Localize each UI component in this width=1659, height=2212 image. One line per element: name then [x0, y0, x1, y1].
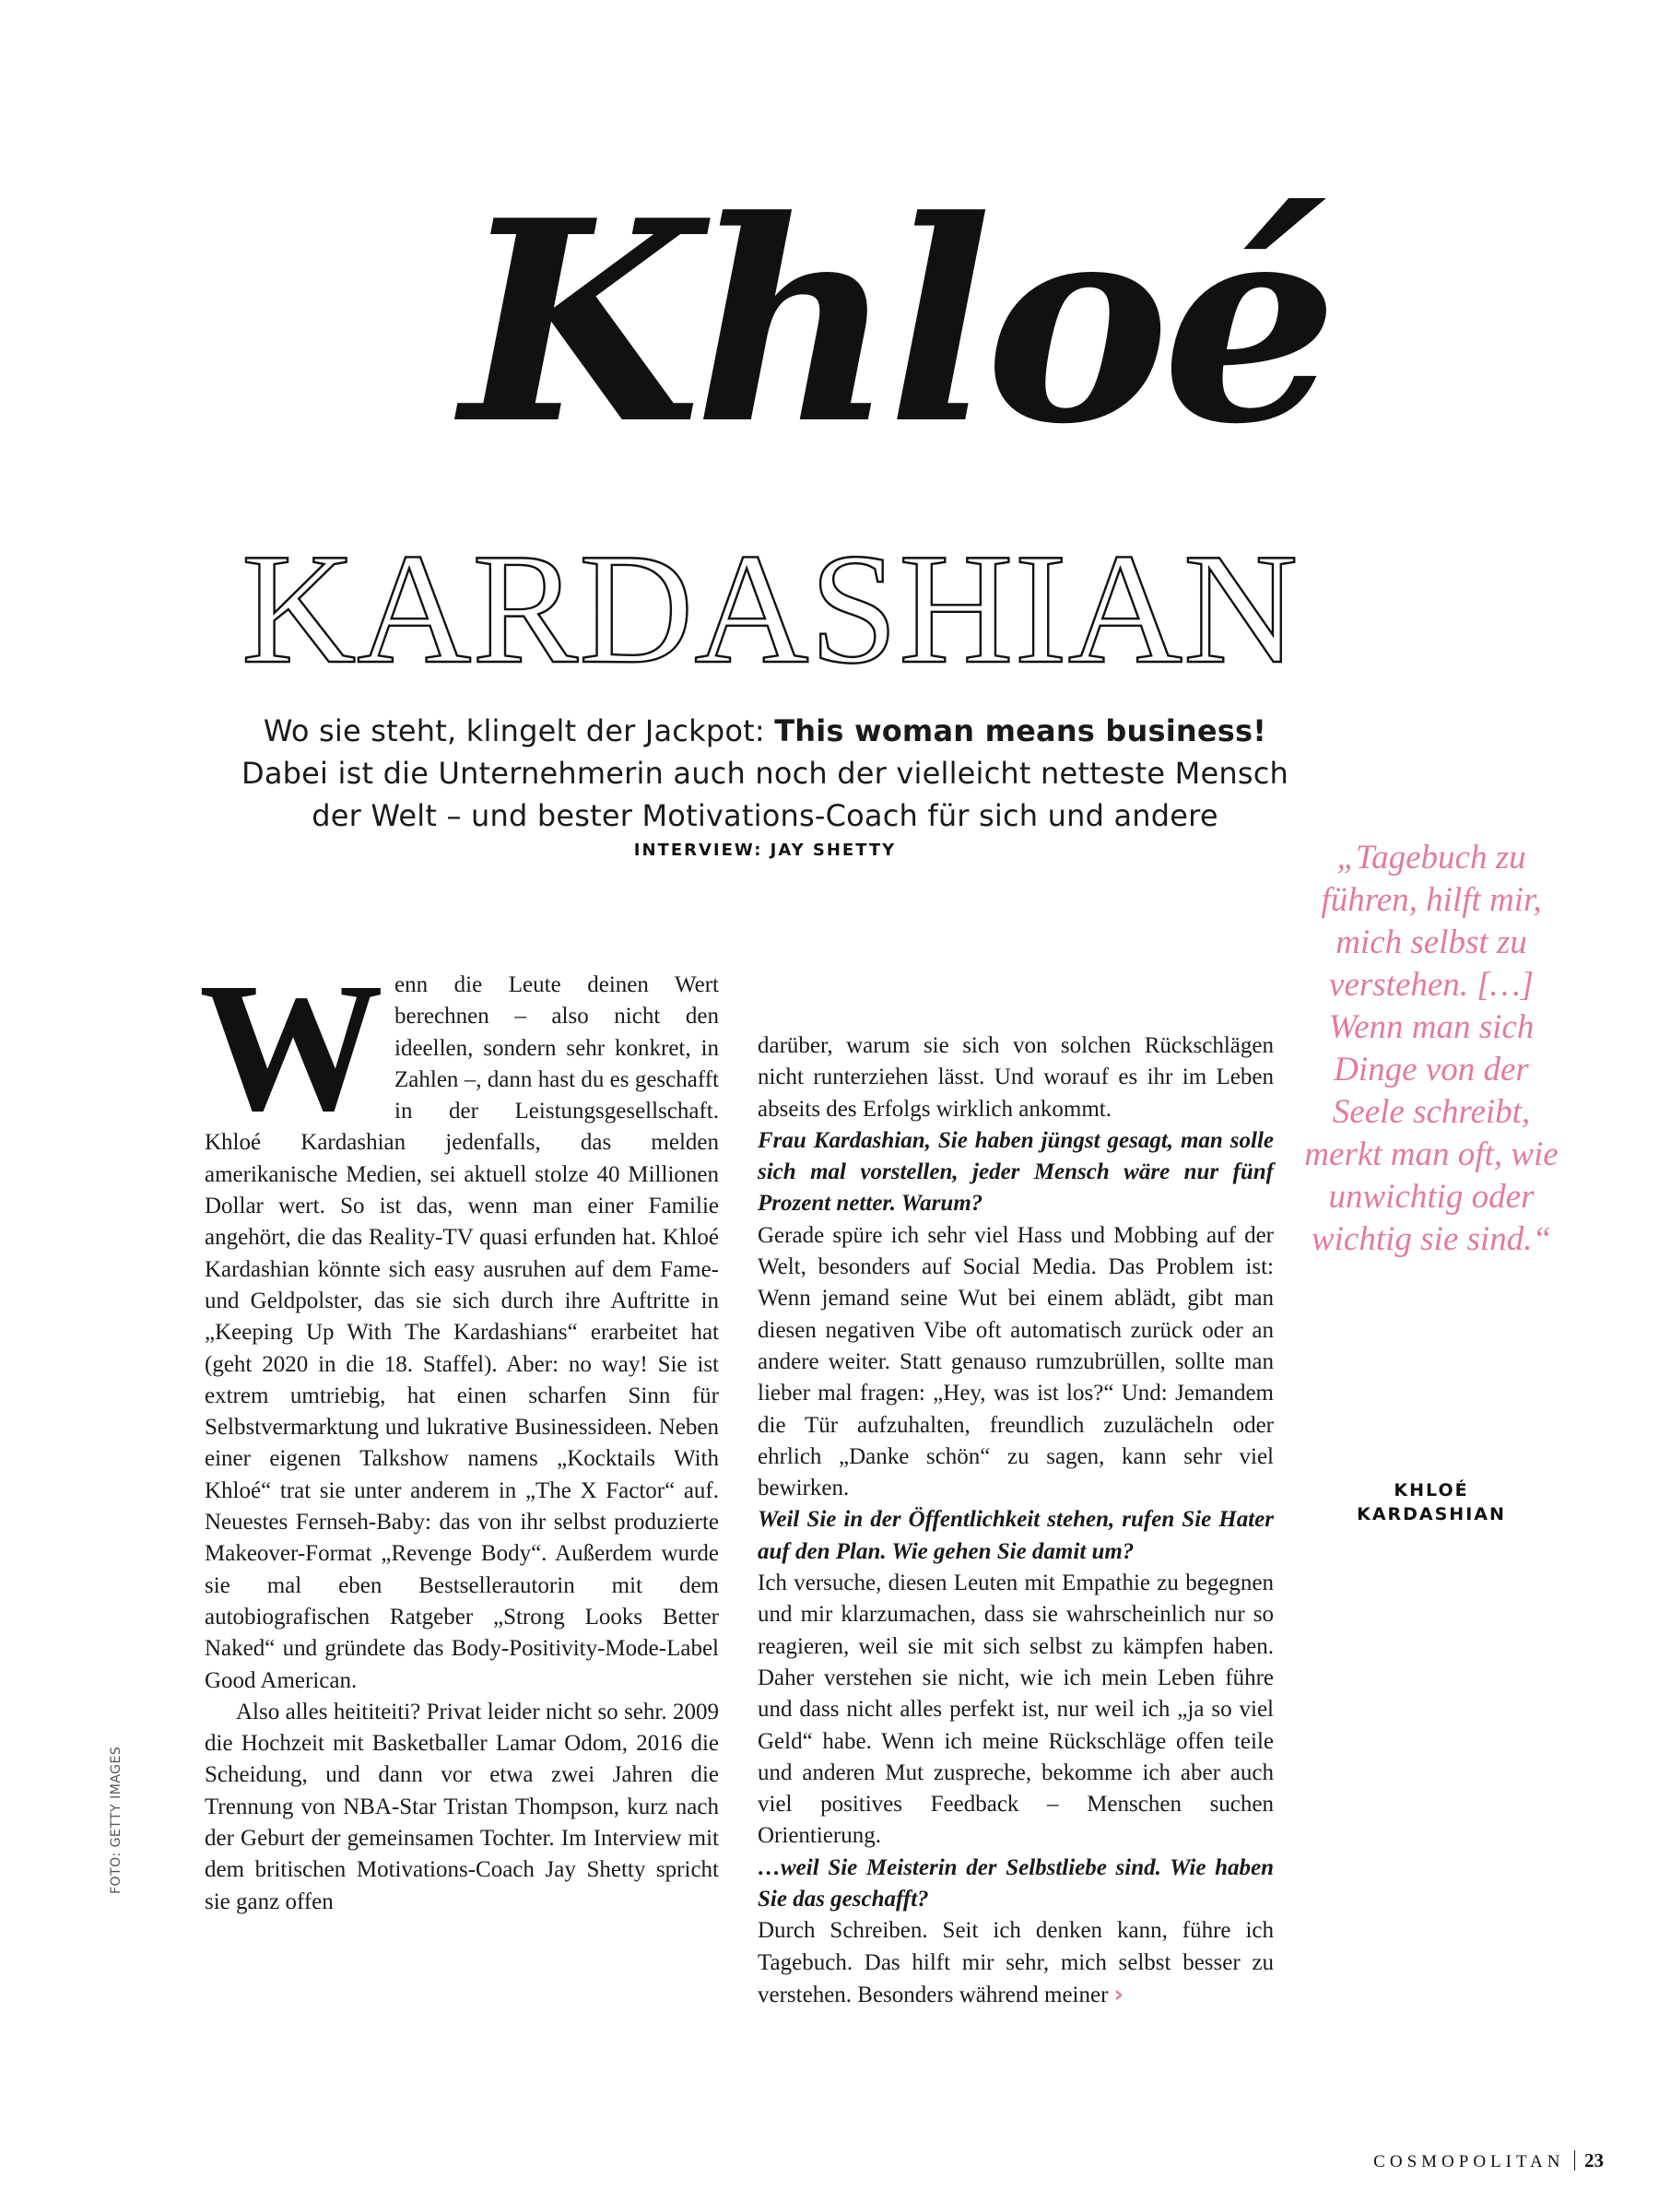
interview-answer-text: Durch Schreiben. Seit ich denken kann, führe ich Tagebuch. Das hilft mir sehr, mich selbst besser zu verstehen. Besonders während meiner	[758, 1918, 1274, 2007]
interview-answer: Gerade spüre ich sehr viel Hass und Mobbing auf der Welt, besonders auf Social Media. Das Problem ist: Wenn jemand seine Wut bei einem ablädt, gibt man diesen negativen Vibe oft automatisch zurück oder an andere weiter. Statt genauso rumzubrüllen, sollte man lieber mal fragen: „Hey, was ist los?“ Und: Jemandem die Tür aufzuhalten, freundlich zuzulächeln oder ehrlich „Danke schön“ zu sagen, kann sehr viel bewirken.	[758, 1222, 1274, 1501]
article-paragraph: Also alles heititeiti? Privat leider nicht so sehr. 2009 die Hochzeit mit Basketballer Lamar Odom, 2016 die Scheidung, und dann vor etwa zwei Jahren die Trennung von NBA-Star Tristan Thompson, kurz nach der Geburt der gemeinsamen Tochter. Im Interview mit dem britischen Motivations-Coach Jay Shetty spricht sie ganz offen	[205, 1699, 719, 1914]
magazine-name: COSMOPOLITAN	[1373, 2152, 1565, 2171]
attribution-first-name: KHLOÉ	[1394, 1480, 1469, 1500]
standfirst-emphasis: This woman means business!	[774, 713, 1267, 748]
interview-answer: Ich versuche, diesen Leuten mit Empathie zu begegnen und mir klarzumachen, dass sie wahrscheinlich nur so reagieren, weil sie mit sich selbst zu kämpfen haben. Daher verstehen sie nicht, wie ich mein Leben führe und dass nicht alles perfekt ist, nur weil ich „ja so viel Geld“ habe. Wenn ich meine Rückschläge offen teile und anderen Mut zuspreche, bekomme ich aber auch viel positives Feedback – Menschen suchen Orientierung.	[758, 1571, 1274, 1849]
interview-question: Weil Sie in der Öffentlichkeit stehen, rufen Sie Hater auf den Plan. Wie gehen Sie damit um?	[758, 1507, 1274, 1564]
pull-quote-attribution	[1298, 1478, 1565, 1526]
interview-question: Frau Kardashian, Sie haben jüngst gesagt, man solle sich mal vorstellen, jeder Mensch wäre nur fünf Prozent netter. Warum?	[758, 1127, 1274, 1217]
pull-quote: „Tagebuch zu führen, hilft mir, mich selbst zu verstehen. […] Wenn man sich Dinge von der Seele schreibt, merkt man oft, wie unwichtig oder wichtig sie sind.“	[1304, 839, 1559, 1258]
article-paragraph: enn die Leute deinen Wert berechnen – also nicht den ideellen, sondern sehr konkret, in Zahlen –, dann hast du es geschafft in der Leistungsgesellschaft. Khloé Kardashian jedenfalls, das melden amerikanische Medien, sei aktuell stolze 40 Millionen Dollar wert. So ist das, wenn man einer Familie angehört, die das Reality-TV quasi erfunden hat. Khloé Kardashian könnte sich easy ausruhen auf dem Fame- und Geldpolster, das sie sich durch ihre Auftritte in „Keeping Up With The Kardashians“ erarbeitet hat (geht 2020 in die 18. Staffel). Aber: no way! Sie ist extrem umtriebig, hat einen scharfen Sinn für Selbstvermarktung und lukrative Businessideen. Neben einer eigenen Talkshow namens „Kocktails With Khloé“ trat sie unter anderem in „The X Factor“ auf. Neuestes Fernseh-Baby: das von ihr selbst produzierte Makeover-Format „Revenge Body“. Außerdem wurde sie mal eben Bestsellerautorin mit dem autobiografischen Ratgeber „Strong Looks Better Naked“ und gründete das Body-Positivity-Mode-Label Good American.	[205, 972, 719, 1693]
photo-credit: FOTO: GETTY IMAGES	[109, 1746, 124, 1894]
drop-cap: W	[199, 946, 383, 1149]
standfirst-intro: Wo sie steht, klingelt der Jackpot:	[263, 713, 775, 748]
byline: INTERVIEW: JAY SHETTY	[633, 841, 897, 860]
page-footer	[1373, 2149, 1604, 2172]
article-column-2	[758, 1030, 1274, 2011]
interview-question: …weil Sie Meisterin der Selbstliebe sind. Wie haben Sie das geschafft?	[758, 1854, 1274, 1912]
continue-arrow-icon: ›	[1113, 1980, 1124, 2007]
article-paragraph: darüber, warum sie sich von solchen Rückschlägen nicht runterziehen lässt. Und worauf es ihr im Leben abseits des Erfolgs wirklich ankommt.	[758, 1033, 1274, 1122]
standfirst-rest: Dabei ist die Unternehmerin auch noch der vielleicht netteste Mensch der Welt – und bester Motivations-Coach für sich und andere	[241, 756, 1288, 833]
article-column-1	[199, 946, 719, 1918]
headline-first-name: Khloé	[461, 159, 1331, 485]
attribution-last-name: KARDASHIAN	[1357, 1504, 1506, 1524]
headline-last-name: KARDASHIAN	[241, 522, 1300, 697]
footer-divider	[1574, 2150, 1576, 2171]
page-number: 23	[1584, 2149, 1604, 2171]
interview-answer	[758, 1915, 1274, 2011]
standfirst	[240, 710, 1290, 837]
